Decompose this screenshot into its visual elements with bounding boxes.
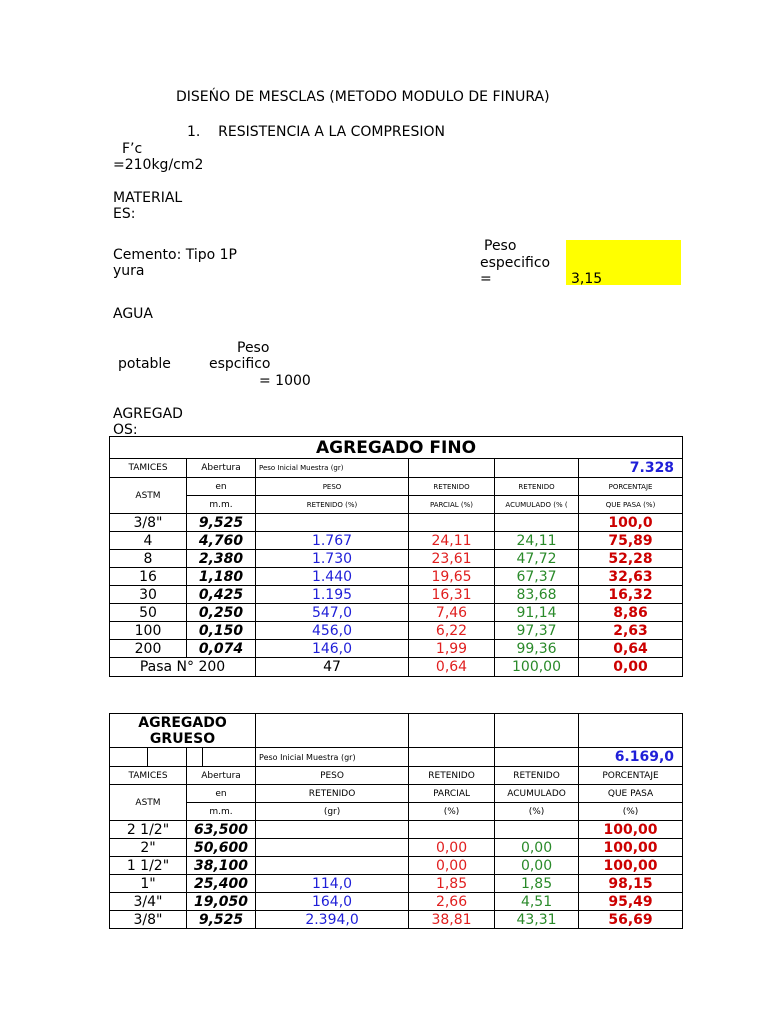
grueso-header-row-1 — [110, 767, 683, 785]
grueso-h-porcentaje: PORCENTAJE — [579, 767, 683, 785]
peso-retenido-cell: 1.767 — [256, 532, 409, 550]
retenido-acumulado-cell: 83,68 — [495, 586, 579, 604]
peso-retenido-cell: 1.195 — [256, 586, 409, 604]
abertura-cell: 9,525 — [187, 911, 256, 929]
grueso-h-gr: (gr) — [256, 803, 409, 821]
retenido-acumulado-cell: 4,51 — [495, 893, 579, 911]
tamiz-cell: 1 1/2" — [110, 857, 187, 875]
peso-retenido-cell: 2.394,0 — [256, 911, 409, 929]
tamiz-cell: 8 — [110, 550, 187, 568]
fc-label: F’c — [122, 141, 143, 157]
table-row — [110, 839, 683, 857]
retenido-acumulado-cell: 91,14 — [495, 604, 579, 622]
que-pasa-cell: 95,49 — [579, 893, 683, 911]
grueso-header-row-3 — [110, 803, 683, 821]
retenido-acumulado-cell: 97,37 — [495, 622, 579, 640]
table-row — [110, 857, 683, 875]
cemento-label: Cemento: Tipo 1P — [113, 247, 237, 263]
agregado-grueso-table — [109, 713, 683, 929]
grueso-h-peso: PESO — [256, 767, 409, 785]
agua-peso-label: Peso — [237, 340, 270, 356]
retenido-parcial-cell: 1,85 — [409, 875, 495, 893]
grueso-h-pct-que-pasa: (%) — [579, 803, 683, 821]
retenido-parcial-cell: 24,11 — [409, 532, 495, 550]
table-row — [110, 532, 683, 550]
retenido-acumulado-cell: 67,37 — [495, 568, 579, 586]
grueso-h-parcial: PARCIAL — [409, 785, 495, 803]
cemento-brand: yura — [113, 263, 145, 279]
tamiz-cell: 4 — [110, 532, 187, 550]
table-row — [110, 622, 683, 640]
tamiz-cell: 3/4" — [110, 893, 187, 911]
agua-especifico-label: espcifico — [209, 356, 271, 372]
retenido-parcial-cell: 0,00 — [409, 857, 495, 875]
table-row — [110, 568, 683, 586]
grueso-h-abertura: Abertura — [187, 767, 256, 785]
agregados-label-1: AGREGAD — [113, 406, 183, 422]
fino-h-retenido-pct: RETENIDO (%) — [256, 496, 409, 514]
que-pasa-cell: 52,28 — [579, 550, 683, 568]
grueso-rows — [110, 821, 683, 929]
tamiz-cell: 200 — [110, 640, 187, 658]
que-pasa-cell: 75,89 — [579, 532, 683, 550]
abertura-cell: 63,500 — [187, 821, 256, 839]
que-pasa-cell: 100,00 — [579, 821, 683, 839]
que-pasa-cell: 8,86 — [579, 604, 683, 622]
table-row — [110, 604, 683, 622]
que-pasa-cell: 2,63 — [579, 622, 683, 640]
peso-especifico-value: 3,15 — [571, 271, 603, 287]
peso-label: Peso — [484, 238, 517, 254]
table-row — [110, 640, 683, 658]
que-pasa-cell: 98,15 — [579, 875, 683, 893]
tamiz-cell: 2 1/2" — [110, 821, 187, 839]
fino-h-parcial: PARCIAL (%) — [409, 496, 495, 514]
tamiz-cell: 16 — [110, 568, 187, 586]
pasa-200-acumulado: 100,00 — [495, 658, 579, 677]
retenido-acumulado-cell — [495, 514, 579, 532]
retenido-acumulado-cell: 0,00 — [495, 857, 579, 875]
equals-sign: = — [480, 271, 492, 287]
grueso-peso-inicial-row — [110, 748, 683, 767]
pasa-200-peso: 47 — [256, 658, 409, 677]
grueso-h-retenido: RETENIDO — [256, 785, 409, 803]
fino-peso-inicial-value: 7.328 — [579, 459, 683, 478]
table-row — [110, 821, 683, 839]
fino-h-tamices: TAMICES — [110, 459, 187, 478]
table-row — [110, 514, 683, 532]
table-row — [110, 893, 683, 911]
retenido-parcial-cell: 7,46 — [409, 604, 495, 622]
fino-h-porcentaje: PORCENTAJE — [579, 478, 683, 496]
table-row — [110, 875, 683, 893]
retenido-acumulado-cell: 47,72 — [495, 550, 579, 568]
materiales-label-2: ES: — [113, 206, 136, 222]
fino-h-mm: m.m. — [187, 496, 256, 514]
retenido-parcial-cell: 0,00 — [409, 839, 495, 857]
retenido-acumulado-cell: 1,85 — [495, 875, 579, 893]
tamiz-cell: 3/8" — [110, 911, 187, 929]
fino-h-retenido-1: RETENIDO — [409, 478, 495, 496]
que-pasa-cell: 0,64 — [579, 640, 683, 658]
peso-retenido-cell: 1.730 — [256, 550, 409, 568]
que-pasa-cell: 56,69 — [579, 911, 683, 929]
peso-retenido-cell: 146,0 — [256, 640, 409, 658]
fino-h-abertura: Abertura — [187, 459, 256, 478]
grueso-title-line-1: AGREGADO — [138, 714, 227, 731]
que-pasa-cell: 32,63 — [579, 568, 683, 586]
grueso-h-astm: ASTM — [110, 785, 187, 821]
peso-retenido-cell — [256, 514, 409, 532]
grueso-h-pct-acumulado: (%) — [495, 803, 579, 821]
tamiz-cell: 30 — [110, 586, 187, 604]
retenido-parcial-cell — [409, 821, 495, 839]
abertura-cell: 2,380 — [187, 550, 256, 568]
retenido-parcial-cell: 1,99 — [409, 640, 495, 658]
materiales-label-1: MATERIAL — [113, 190, 183, 206]
abertura-cell: 4,760 — [187, 532, 256, 550]
grueso-header-row-2 — [110, 785, 683, 803]
document-title: DISEŃO DE MESCLAS (METODO MODULO DE FINURA) — [176, 89, 550, 105]
fino-h-retenido-2: RETENIDO — [495, 478, 579, 496]
table-row — [110, 911, 683, 929]
grueso-h-retenido-2: RETENIDO — [495, 767, 579, 785]
retenido-parcial-cell: 6,22 — [409, 622, 495, 640]
fino-title: AGREGADO FINO — [110, 437, 683, 459]
retenido-parcial-cell: 38,81 — [409, 911, 495, 929]
peso-retenido-cell — [256, 839, 409, 857]
fino-title-row — [110, 437, 683, 459]
peso-retenido-cell: 164,0 — [256, 893, 409, 911]
retenido-parcial-cell: 2,66 — [409, 893, 495, 911]
tamiz-cell: 3/8" — [110, 514, 187, 532]
peso-retenido-cell: 547,0 — [256, 604, 409, 622]
peso-retenido-cell: 456,0 — [256, 622, 409, 640]
tamiz-cell: 2" — [110, 839, 187, 857]
abertura-cell: 19,050 — [187, 893, 256, 911]
fino-h-acumulado: ACUMULADO (% ( — [495, 496, 579, 514]
retenido-acumulado-cell: 0,00 — [495, 839, 579, 857]
fino-rows — [110, 514, 683, 677]
grueso-peso-inicial-value: 6.169,0 — [579, 748, 683, 767]
tamiz-cell: 50 — [110, 604, 187, 622]
que-pasa-cell: 100,00 — [579, 839, 683, 857]
abertura-cell: 9,525 — [187, 514, 256, 532]
retenido-acumulado-cell — [495, 821, 579, 839]
especifico-label: especifico — [480, 255, 551, 271]
grueso-h-que-pasa: QUE PASA — [579, 785, 683, 803]
grueso-h-tamices: TAMICES — [110, 767, 187, 785]
retenido-acumulado-cell: 43,31 — [495, 911, 579, 929]
tamiz-cell: 100 — [110, 622, 187, 640]
que-pasa-cell: 100,0 — [579, 514, 683, 532]
que-pasa-cell: 16,32 — [579, 586, 683, 604]
grueso-h-retenido-1: RETENIDO — [409, 767, 495, 785]
peso-retenido-cell — [256, 821, 409, 839]
pasa-200-parcial: 0,64 — [409, 658, 495, 677]
retenido-parcial-cell: 16,31 — [409, 586, 495, 604]
abertura-cell: 0,425 — [187, 586, 256, 604]
table-row — [110, 550, 683, 568]
grueso-title-line-2: GRUESO — [149, 730, 216, 747]
abertura-cell: 38,100 — [187, 857, 256, 875]
peso-retenido-cell: 114,0 — [256, 875, 409, 893]
agua-label: AGUA — [113, 306, 154, 322]
abertura-cell: 0,250 — [187, 604, 256, 622]
grueso-h-mm: m.m. — [187, 803, 256, 821]
grueso-h-acumulado: ACUMULADO — [495, 785, 579, 803]
grueso-h-pct-parcial: (%) — [409, 803, 495, 821]
tamiz-cell: 1" — [110, 875, 187, 893]
fino-header-row-2 — [110, 496, 683, 514]
fino-h-astm: ASTM — [110, 478, 187, 514]
agregados-label-2: OS: — [113, 422, 138, 438]
abertura-cell: 0,074 — [187, 640, 256, 658]
retenido-parcial-cell: 23,61 — [409, 550, 495, 568]
abertura-cell: 25,400 — [187, 875, 256, 893]
grueso-title — [110, 714, 256, 748]
pasa-200-row — [110, 658, 683, 677]
pasa-200-label: Pasa N° 200 — [110, 658, 256, 677]
retenido-acumulado-cell: 99,36 — [495, 640, 579, 658]
fino-h-peso: PESO — [256, 478, 409, 496]
peso-retenido-cell: 1.440 — [256, 568, 409, 586]
fino-peso-inicial-row — [110, 459, 683, 478]
fino-h-que-pasa: QUE PASA (%) — [579, 496, 683, 514]
agregado-fino-table — [109, 436, 683, 677]
fc-value: =210kg/cm2 — [113, 157, 204, 173]
table-row — [110, 586, 683, 604]
retenido-parcial-cell — [409, 514, 495, 532]
pasa-200-que-pasa: 0,00 — [579, 658, 683, 677]
section-heading: 1. RESISTENCIA A LA COMPRESION — [187, 124, 446, 140]
fino-h-en: en — [187, 478, 256, 496]
fino-header-row-1 — [110, 478, 683, 496]
agua-peso-value: = 1000 — [259, 373, 311, 389]
agua-potable-label: potable — [118, 356, 171, 372]
retenido-parcial-cell: 19,65 — [409, 568, 495, 586]
grueso-peso-inicial-label: Peso Inicial Muestra (gr) — [256, 748, 409, 767]
peso-retenido-cell — [256, 857, 409, 875]
abertura-cell: 1,180 — [187, 568, 256, 586]
retenido-acumulado-cell: 24,11 — [495, 532, 579, 550]
abertura-cell: 0,150 — [187, 622, 256, 640]
grueso-h-en: en — [187, 785, 256, 803]
que-pasa-cell: 100,00 — [579, 857, 683, 875]
abertura-cell: 50,600 — [187, 839, 256, 857]
grueso-title-row — [110, 714, 683, 748]
fino-peso-inicial-label: Peso Inicial Muestra (gr) — [256, 459, 409, 478]
